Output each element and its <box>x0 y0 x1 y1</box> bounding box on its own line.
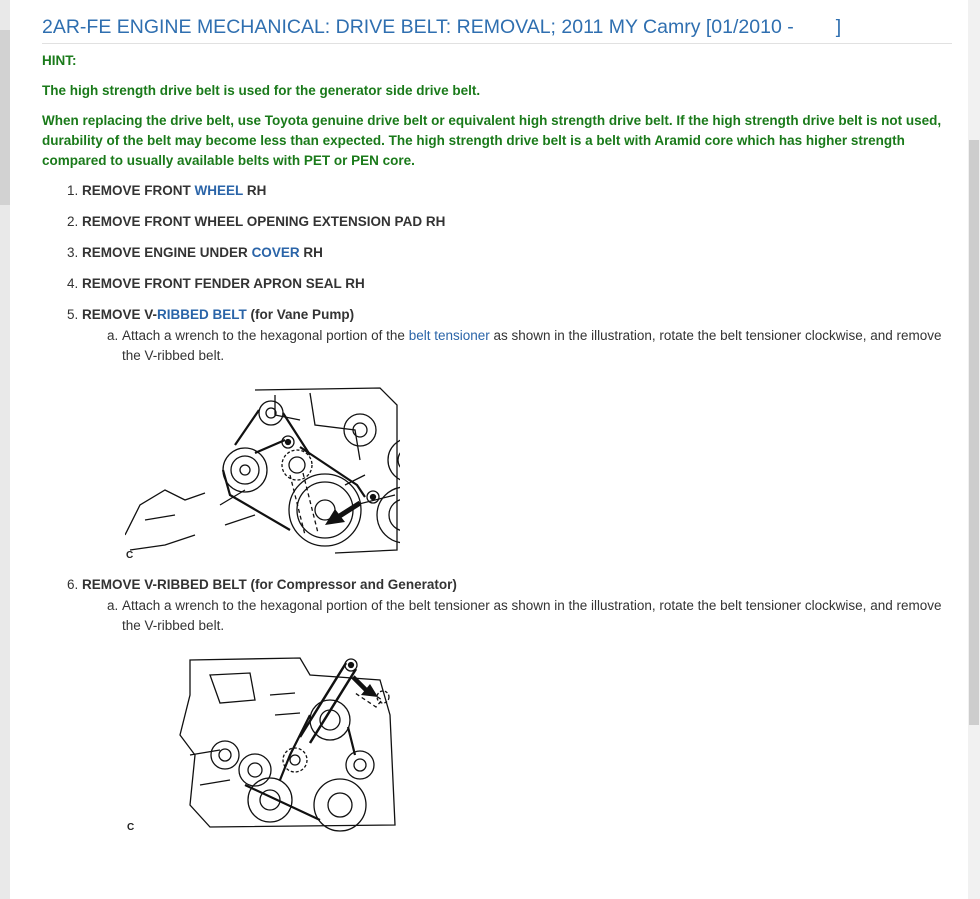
step-4 <box>67 274 365 294</box>
right-scrollbar-thumb[interactable] <box>969 140 979 725</box>
substep-text-suffix: as shown in the illustration, rotate the belt tensioner clockwise, and remove the V-ribbed belt. <box>122 328 942 363</box>
page-title-text: 2AR-FE ENGINE MECHANICAL: DRIVE BELT: REMOVAL; 2011 MY Camry [01/2010 - <box>42 16 794 38</box>
left-scrollbar[interactable] <box>0 0 10 899</box>
compressor-generator-belt-illustration <box>150 655 410 835</box>
cover-link[interactable]: COVER <box>251 245 300 260</box>
step-number: 6. <box>67 577 79 592</box>
step-3 <box>67 243 323 263</box>
step-2 <box>67 212 445 232</box>
step-number: 1. <box>67 183 79 198</box>
belt-tensioner-link[interactable]: belt tensioner <box>408 328 490 343</box>
vane-pump-belt-illustration <box>125 385 400 565</box>
step-5 <box>67 305 354 325</box>
step-number: 5. <box>67 307 79 322</box>
page-title <box>42 16 952 44</box>
step-number: 2. <box>67 214 79 229</box>
step-text: REMOVE FRONT <box>82 183 195 198</box>
substep-5a <box>107 326 947 366</box>
substep-text: Attach a wrench to the hexagonal portion of the belt tensioner as shown in the illustration, rotate the belt tensioner clockwise, and remove the V-ribbed belt. <box>122 598 942 633</box>
step-number: 3. <box>67 245 79 260</box>
step-text: REMOVE FRONT FENDER APRON SEAL RH <box>82 276 365 291</box>
step-6 <box>67 575 457 595</box>
right-scrollbar[interactable] <box>968 0 980 899</box>
substep-text: Attach a wrench to the hexagonal portion of the <box>122 328 409 343</box>
step-text: REMOVE V- <box>82 307 158 322</box>
step-text-suffix: RH <box>243 183 267 198</box>
step-1 <box>67 181 266 201</box>
step-text: REMOVE V-RIBBED BELT (for Compressor and Generator) <box>82 577 457 592</box>
figure-label: C <box>126 550 134 561</box>
step-text: REMOVE FRONT WHEEL OPENING EXTENSION PAD RH <box>82 214 446 229</box>
substep-6a <box>107 596 947 636</box>
figure-label: C <box>127 822 135 833</box>
left-scrollbar-thumb[interactable] <box>0 30 10 205</box>
substep-number: a. <box>107 328 119 343</box>
substep-number: a. <box>107 598 119 613</box>
hint-paragraph-2: When replacing the drive belt, use Toyota genuine drive belt or equivalent high strength drive belt. If the high strength drive belt is not used, durability of the belt may become less than expected. The high strength drive belt is a belt with Aramid core which has higher strength compared to usually available belts with PET or PEN core. <box>42 113 942 168</box>
step-text-suffix: (for Vane Pump) <box>246 307 355 322</box>
page-title-bracket: ] <box>835 16 842 38</box>
wheel-link[interactable]: WHEEL <box>194 183 244 198</box>
hint-paragraph-1: The high strength drive belt is used for the generator side drive belt. <box>42 83 481 98</box>
step-number: 4. <box>67 276 79 291</box>
ribbed-belt-link[interactable]: RIBBED BELT <box>157 307 247 322</box>
step-text-suffix: RH <box>299 245 323 260</box>
hint-label: HINT: <box>42 53 77 68</box>
step-text: REMOVE ENGINE UNDER <box>82 245 252 260</box>
